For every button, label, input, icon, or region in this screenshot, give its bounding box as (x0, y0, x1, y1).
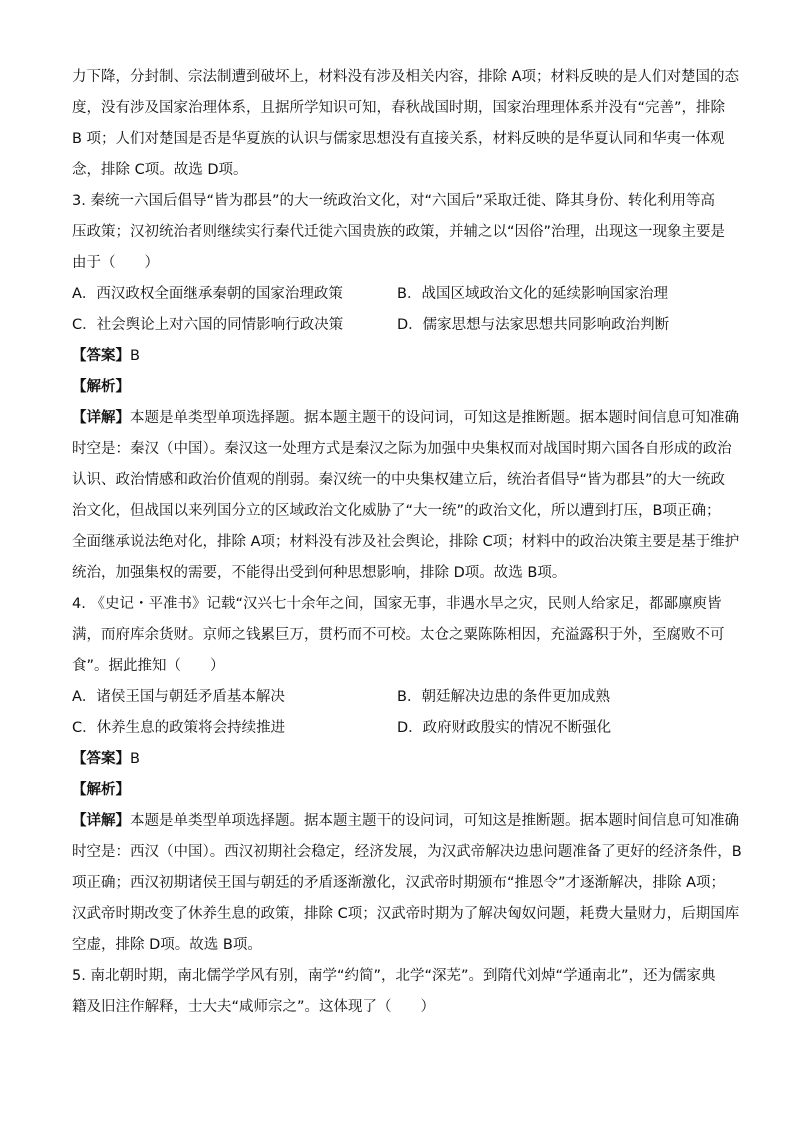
answer-tag: 【答案】 (72, 348, 130, 364)
option-a: A．西汉政权全面继承秦朝的国家治理政策 (72, 286, 343, 302)
answer-value: B (130, 348, 140, 364)
option-b: B．朝廷解决边患的条件更加成熟 (397, 689, 610, 705)
question-stem-line: 4. 《史记・平准书》记载“汉兴七十余年之间，国家无事，非遇水旱之灾，民则人给家足，都鄙廪庾皆 (72, 596, 722, 612)
detail-line: 时空是：秦汉（中国）。秦汉这一处理方式是秦汉之际为加强中央集权而对战国时期六国各自形成的政治 (72, 441, 732, 457)
options-row (72, 682, 722, 713)
detail-line: 汉武帝时期改变了休养生息的政策，排除 C项；汉武帝时期为了解决匈奴问题，耗费大量财力，后期国库 (72, 906, 740, 922)
detail-tag: 【详解】 (72, 813, 130, 829)
detail-tag: 【详解】 (72, 410, 130, 426)
detail-line: 全面继承说法绝对化，排除 A项；材料没有涉及社会舆论，排除 C项；材料中的政治决策主要是基于维护 (72, 534, 740, 550)
analysis-tag: 【解析】 (72, 379, 130, 395)
text-line: 念，排除 C项。故选 D项。 (72, 162, 248, 178)
carry-over-analysis (72, 62, 740, 186)
detail-line: 统治，加强集权的需要，不能得出受到何种思想影响，排除 D项。故选 B项。 (72, 565, 567, 581)
text-line: 度，没有涉及国家治理体系，且据所学知识可知，春秋战国时期，国家治理理体系并没有“完善”，排除 (72, 100, 726, 116)
question-stem-line: 由于（ ） (72, 255, 159, 271)
detail-text: 本题是单类型单项选择题。据本题主题干的设问词，可知这是推断题。据本题时间信息可知准确 (130, 410, 739, 426)
option-c: C．休养生息的政策将会持续推进 (72, 720, 286, 736)
detail-line: 时空是：西汉（中国）。西汉初期社会稳定，经济发展，为汉武帝解决边患问题准备了更好的经济条件，B (72, 844, 742, 860)
option-d: D．政府财政殷实的情况不断强化 (397, 720, 612, 736)
option-b: B．战国区域政治文化的延续影响国家治理 (397, 286, 668, 302)
answer-line (72, 744, 722, 775)
option-c: C．社会舆论上对六国的同情影响行政决策 (72, 317, 344, 333)
question-stem-line: 5. 南北朝时期，南北儒学学风有别，南学“约简”，北学“深芜”。到隋代刘焯“学通南北”，还为儒家典 (72, 968, 716, 984)
analysis-tag: 【解析】 (72, 782, 130, 798)
detail-line (72, 403, 739, 434)
question-5 (72, 961, 722, 1023)
document-page (72, 62, 742, 1023)
options-row (72, 279, 722, 310)
option-a: A．诸侯王国与朝廷矛盾基本解决 (72, 689, 285, 705)
question-stem-line: 满，而府库余货财。京师之钱累巨万，贯朽而不可校。太仓之粟陈陈相因，充溢露积于外，至腐败不可 (72, 627, 725, 643)
detail-line: 认识、政治情感和政治价值观的削弱。秦汉统一的中央集权建立后，统治者倡导“皆为郡县”的大一统政 (72, 472, 726, 488)
detail-text: 本题是单类型单项选择题。据本题主题干的设问词，可知这是推断题。据本题时间信息可知准确 (130, 813, 739, 829)
question-4 (72, 589, 742, 961)
answer-line (72, 341, 722, 372)
text-line: 力下降，分封制、宗法制遭到破坏上，材料没有涉及相关内容，排除 A项；材料反映的是人们对楚国的态 (72, 69, 740, 85)
options-row (72, 310, 722, 341)
question-3 (72, 186, 740, 589)
question-stem-line: 压政策；汉初统治者则继续实行秦代迁徙六国贵族的政策，并辅之以“因俗”治理，出现这一现象主要是 (72, 224, 726, 240)
text-line: B 项；人们对楚国是否是华夏族的认识与儒家思想没有直接关系，材料反映的是华夏认同和华夷一体观 (72, 131, 725, 147)
detail-line: 治文化，但战国以来列国分立的区域政治文化威胁了“大一统”的政治文化，所以遭到打压，B项正确； (72, 503, 721, 519)
detail-line (72, 806, 739, 837)
question-stem-line: 3. 秦统一六国后倡导“皆为郡县”的大一统政治文化，对“六国后”采取迁徙、降其身份、转化利用等高 (72, 193, 715, 209)
question-stem-line: 籍及旧注作解释，士大夫“咸师宗之”。这体现了（ ） (72, 999, 436, 1015)
question-stem-line: 食”。据此推知（ ） (72, 658, 225, 674)
option-d: D．儒家思想与法家思想共同影响政治判断 (397, 317, 670, 333)
answer-value: B (130, 751, 140, 767)
answer-tag: 【答案】 (72, 751, 130, 767)
detail-line: 空虚，排除 D项。故选 B项。 (72, 937, 262, 953)
options-row (72, 713, 722, 744)
detail-line: 项正确；西汉初期诸侯王国与朝廷的矛盾逐渐激化，汉武帝时期颁布“推恩令”才逐渐解决，排除 A项； (72, 875, 726, 891)
